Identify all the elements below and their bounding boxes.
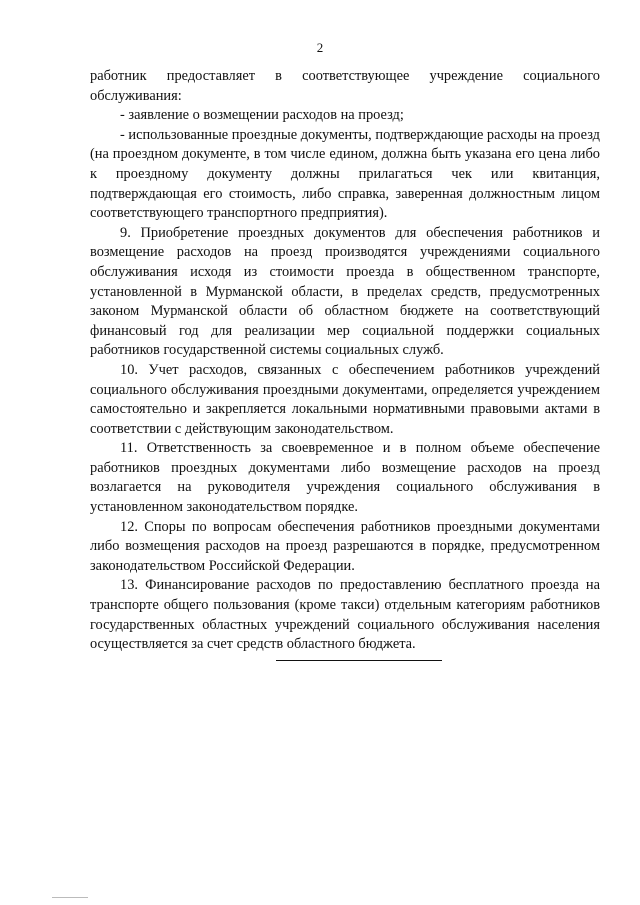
page-number: 2 [316, 40, 324, 55]
paragraph-continuation: работник предоставляет в соответствующее учреждение социального обслуживания: [90, 68, 600, 104]
clause-10: 10. Учет расходов, связанных с обеспечением работников учреждений социального обслуживания проездными документами, определяется учреждением самостоятельно и закрепляется локальными нормативными правовыми актами в соответствии с действующим законодательством. [90, 361, 600, 437]
list-item-application: - заявление о возмещении расходов на проезд; [120, 107, 404, 124]
end-of-document-rule [276, 660, 442, 661]
clause-11: 11. Ответственность за своевременное и в полном объеме обеспечение работников проездных документами либо возмещение расходов на проезд возлагается на руководителя учреждения социального обслуживания в установленном законодательством порядке. [90, 440, 600, 516]
corner-scan-mark [52, 897, 88, 898]
clause-9: 9. Приобретение проездных документов для обеспечения работников и возмещение расходов на проезд производятся учреждениями социального обслуживания исходя из стоимости проезда в общественном транспорте, установленной в Мурманской области, в пределах средств, предусмотренных законом Мурманской области об областном бюджете на соответствующий финансовый год для реализации мер социальной поддержки социальных работников государственной системы социальных служб. [90, 224, 600, 359]
clause-12: 12. Споры по вопросам обеспечения работников проездными документами либо возмещения расходов на проезд разрешаются в порядке, предусмотренном законодательством Российской Федерации. [90, 518, 600, 574]
list-item-travel-documents: - использованные проездные документы, подтверждающие расходы на проезд (на проездном документе, в том числе едином, должна быть указана его цена либо к проездному документу должны прилагаться чек или квитанция, подтверждающая его стоимость, либо справка, заверенная должностным лицом соответствующего транспортного предприятия). [90, 126, 600, 222]
document-body [90, 67, 600, 655]
clause-13: 13. Финансирование расходов по предоставлению бесплатного проезда на транспорте общего пользования (кроме такси) отдельным категориям работников государственных областных учреждений социального обслуживания населения осуществляется за счет средств областного бюджета. [90, 577, 600, 653]
